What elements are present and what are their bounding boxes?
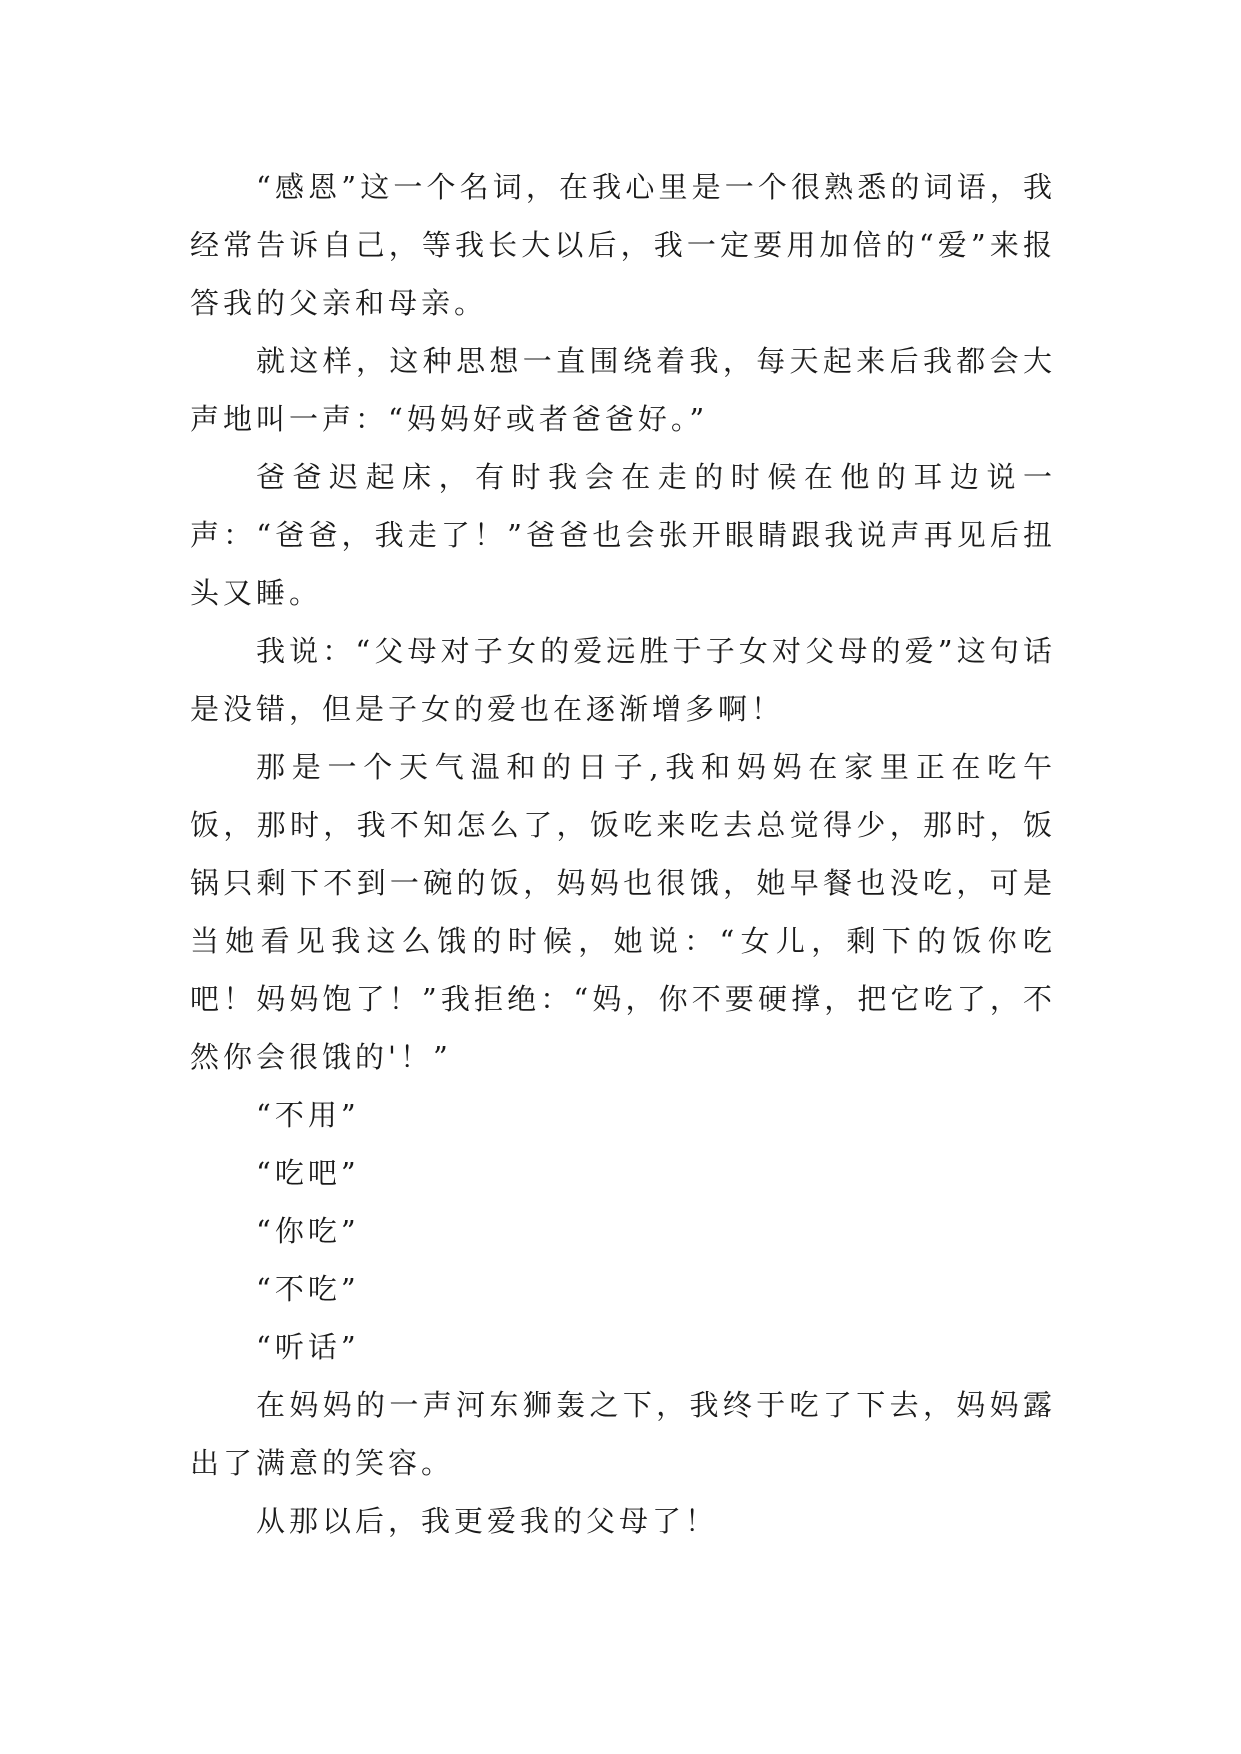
dialogue-line: “听话” [256,1330,360,1364]
dialogue-line: “不吃” [256,1272,360,1306]
dialogue-line: “你吃” [256,1214,360,1248]
dialogue-line: “吃吧” [256,1156,360,1190]
essay-body [190,158,1056,1550]
paragraph-love: 我说：“父母对子女的爱远胜于子女对父母的爱”这句话是没错，但是子女的爱也在逐渐增多啊！ [190,634,1056,726]
paragraph-gratitude: “感恩”这一个名词，在我心里是一个很熟悉的词语，我经常告诉自己，等我长大以后，我一定要用加倍的“爱”来报答我的父亲和母亲。 [190,170,1056,320]
paragraph-father: 爸爸迟起床，有时我会在走的时候在他的耳边说一声：“爸爸，我走了！”爸爸也会张开眼睛跟我说声再见后扭头又睡。 [190,460,1056,610]
paragraph-lunch: 那是一个天气温和的日子,我和妈妈在家里正在吃午饭，那时，我不知怎么了，饭吃来吃去总觉得少，那时，饭锅只剩下不到一碗的饭，妈妈也很饿，她早餐也没吃，可是当她看见我这么饿的时候，她说：“女儿，剩下的饭你吃吧！妈妈饱了！”我拒绝：“妈，你不要硬撑，把它吃了，不然你会很饿的'！” [190,750,1056,1074]
dialogue-line: “不用” [256,1098,360,1132]
paragraph-ending: 在妈妈的一声河东狮轰之下，我终于吃了下去，妈妈露出了满意的笑容。 [190,1388,1056,1480]
paragraph-conclusion: 从那以后，我更爱我的父母了！ [256,1504,719,1538]
paragraph-greeting: 就这样，这种思想一直围绕着我，每天起来后我都会大声地叫一声：“妈妈好或者爸爸好。” [190,344,1056,436]
